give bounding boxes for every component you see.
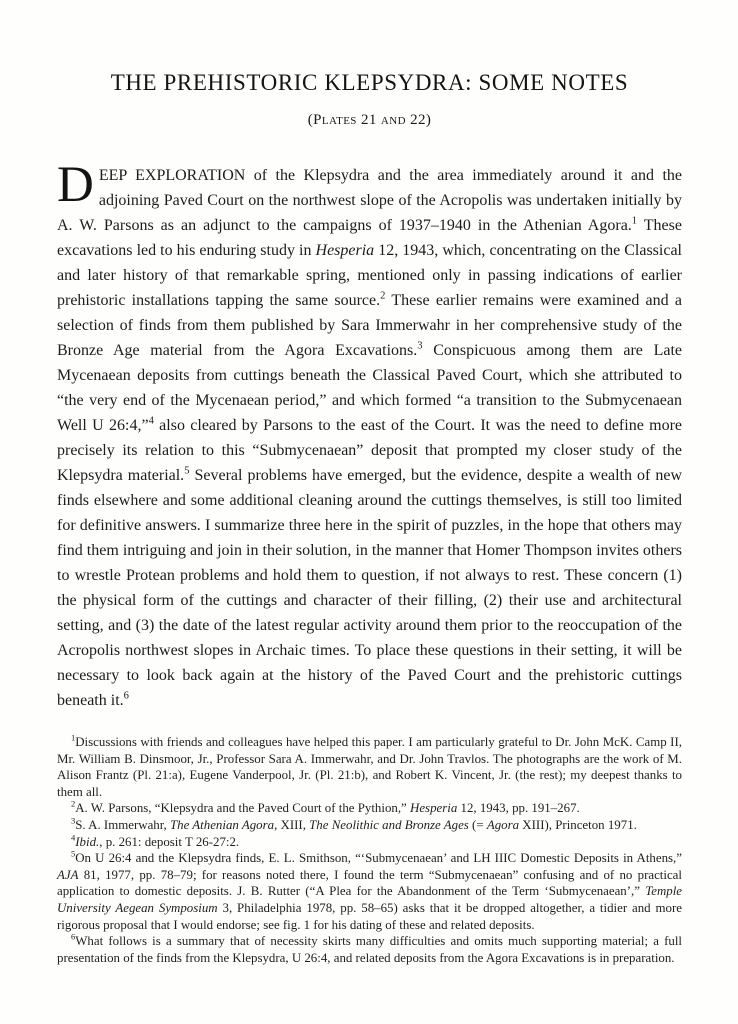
drop-cap: D [57,157,94,213]
body-paragraph [57,157,683,713]
footnote-3: $^3$S. A. Immerwahr, The Athenian Agora, XIII, The Neolithic and Bronze Ages (= Agora XIII), Princeton 1971. [71,815,637,832]
footnote-5: $^5$On U 26:4 and the Klepsydra finds, E. L. Smithson, “‘Submycenaean’ and LH IIIC Domestic Deposits in Athens,” AJA 81, 1977, pp. 78–79; for reasons noted there, I found the term “Submycenaean” confusing and of no practical application to domestic deposits. J. B. Rutter (“A Plea for the Abandonment of the Term ‘Submycenaean’,” Temple University Aegean Symposium 3, Philadelphia 1978, pp. 58–65) asks that it be dropped altogether, a tidier and more rigorous proposal that I would endorse; see fig. 1 for his dating of these and related deposits. [57,848,683,932]
plates-subtitle: (Plates 21 and 22) [307,112,432,128]
footnote-6: $^6$What follows is a summary that of necessity skirts many difficulties and omits much supporting material; a full presentation of the finds from the Klepsydra, U 26:4, and related deposits from the Agora Excavations is in preparation. [57,931,682,965]
footnote-2: $^2$A. W. Parsons, “Klepsydra and the Paved Court of the Pythion,” Hesperia 12, 1943, pp. 191–267. [71,799,580,816]
footnote-1: $^1$Discussions with friends and colleagues have helped this paper. I am particularly grateful to Dr. John McK. Camp II, Mr. William B. Dinsmoor, Jr., Professor Sara A. Immerwahr, and Dr. John Travlos. The photographs are the work of M. Alison Frantz (Pl. 21:a), Eugene Vanderpool, Jr. (Pl. 21:b), and Robert K. Vincent, Jr. (the rest); my deepest thanks to them all. [57,732,682,799]
body-paragraph-text: EEP EXPLORATION of the Klepsydra and the area immediately around it and the adjoining Paved Court on the northwest slope of the Acropolis was undertaken initially by A. W. Parsons as an adjunct to the campaigns of 1937–1940 in the Athenian Agora.$^1$ These excavations led to his enduring study in Hesperia 12, 1943, which, concentrating on the Classical and later history of that remarkable spring, mentioned only in passing indications of earlier prehistoric installations tapping the same source.$^2$ These earlier remains were examined and a selection of finds from them published by Sara Immerwahr in her comprehensive study of the Bronze Age material from the Agora Excavations.$^3$ Conspicuous among them are Late Mycenaean deposits from cuttings beneath the Classical Paved Court, which she attributed to “the very end of the Mycenaean period,” and which formed “a transition to the Submycenaean Well U 26:4,”$^4$ also cleared by Parsons to the east of the Court. It was the need to define more precisely its relation to this “Submycenaean” deposit that prompted my closer study of the Klepsydra material.$^5$ Several problems have emerged, but the evidence, despite a wealth of new finds elsewhere and some additional cleaning around the cuttings themselves, is still too limited for definitive answers. I summarize three here in the spirit of puzzles, in the hope that others may find them intriguing and join in their solution, in the manner that Homer Thompson invites others to wrestle Protean problems and hold them to question, if not always to rest. These concern (1) the physical form of the cuttings and character of their filling, (2) their use and architectural setting, and (3) the date of the latest regular activity around them prior to the reoccupation of the Acropolis northwest slopes in Archaic times. To place these questions in their setting, it will be necessary to look back again at the history of the Paved Court and the prehistoric cuttings beneath it.$^6$ [57,167,683,709]
footnotes-section [57,734,682,966]
article-title: THE PREHISTORIC KLEPSYDRA: SOME NOTES [110,70,629,95]
footnote-4: $^4$Ibid., p. 261: deposit T 26-27:2. [71,832,240,849]
